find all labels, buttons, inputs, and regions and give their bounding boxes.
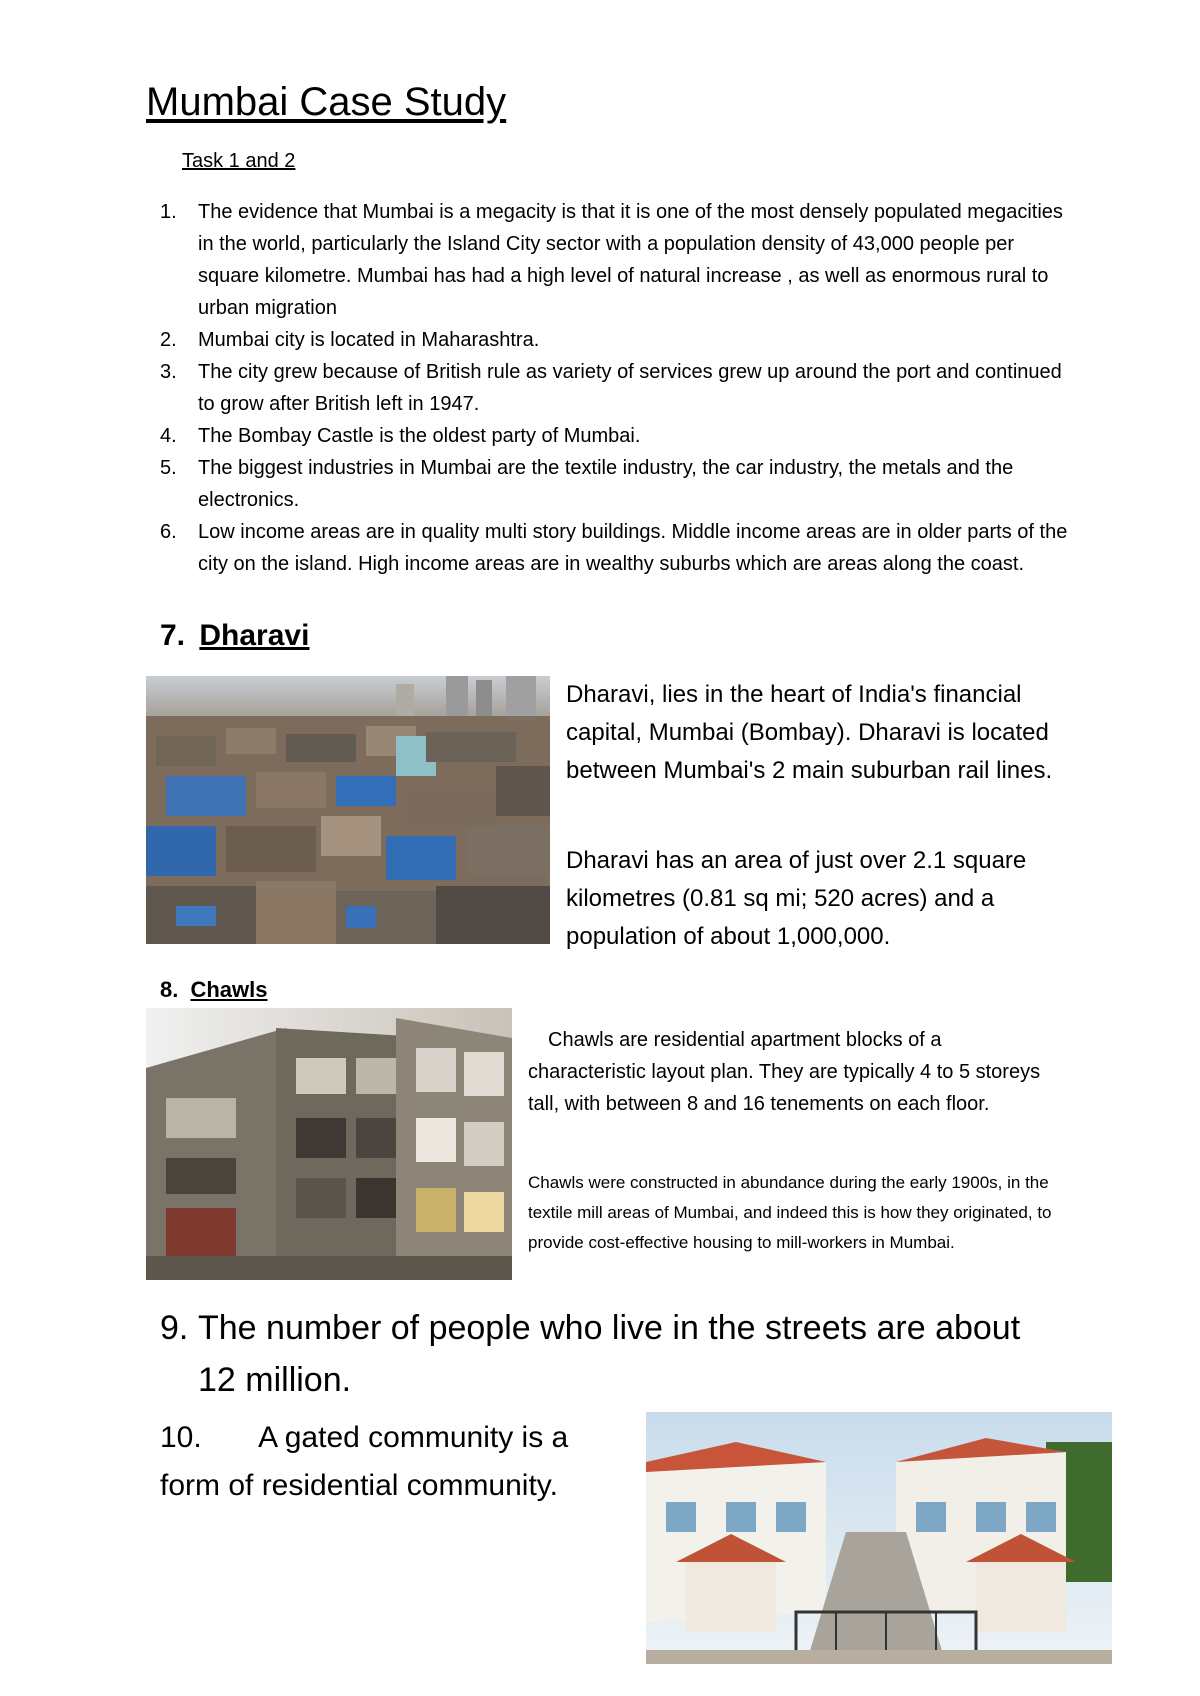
list-item [160, 420, 1070, 452]
list-item [160, 196, 1070, 324]
item-9 [160, 1302, 1040, 1406]
chawls-title: Chawls [190, 977, 268, 1002]
dharavi-title: Dharavi [199, 619, 310, 652]
list-item-number: 5. [160, 457, 177, 479]
chawls-photo [146, 1008, 512, 1280]
item-10 [160, 1414, 620, 1510]
gated-community-photo [646, 1412, 1112, 1664]
list-item [160, 324, 1070, 356]
dharavi-photo [146, 676, 550, 944]
list-item-number: 3. [160, 361, 177, 383]
chawls-paragraph-1: Chawls are residential apartment blocks of a characteristic layout plan. They are typically 4 to 5 storeys tall, with between 8 and 16 tenements on each floor. [528, 1029, 1041, 1115]
list-item-number: 1. [160, 201, 177, 223]
list-item [160, 356, 1070, 420]
item-9-number: 9. [160, 1309, 189, 1347]
list-item-text: The city grew because of British rule as variety of services grew up around the port and continued to grow after British left in 1947. [198, 361, 1062, 415]
dharavi-paragraph-2: Dharavi has an area of just over 2.1 square kilometres (0.81 sq mi; 520 acres) and a population of about 1,000,000. [566, 847, 1027, 950]
list-item [160, 516, 1070, 580]
numbered-list [160, 196, 1070, 580]
dharavi-paragraph-1: Dharavi, lies in the heart of India's financial capital, Mumbai (Bombay). Dharavi is located between Mumbai's 2 main suburban rail lines. [566, 681, 1053, 784]
list-item-number: 4. [160, 425, 177, 447]
list-item [160, 452, 1070, 516]
page-title: Mumbai Case Study [146, 80, 507, 124]
dharavi-number: 7. [160, 619, 186, 652]
list-item-number: 2. [160, 329, 177, 351]
list-item-text: Low income areas are in quality multi story buildings. Middle income areas are in older parts of the city on the island. High income areas are in wealthy suburbs which are areas along the coast. [198, 521, 1068, 575]
item-10-text: A gated community is a form of residential community. [160, 1421, 569, 1502]
dharavi-heading [160, 618, 309, 654]
chawls-heading [160, 976, 268, 1004]
list-item-number: 6. [160, 521, 177, 543]
list-item-text: The Bombay Castle is the oldest party of Mumbai. [198, 425, 641, 447]
chawls-paragraph-2: Chawls were constructed in abundance during the early 1900s, in the textile mill areas of Mumbai, and indeed this is how they originated, to provide cost-effective housing to mill-workers in Mumbai. [528, 1173, 1052, 1252]
item-10-number: 10. [160, 1421, 202, 1454]
item-9-text: The number of people who live in the streets are about 12 million. [198, 1309, 1021, 1399]
list-item-text: The biggest industries in Mumbai are the textile industry, the car industry, the metals and the electronics. [198, 457, 1014, 511]
task-heading: Task 1 and 2 [182, 150, 296, 172]
chawls-number: 8. [160, 977, 179, 1002]
list-item-text: The evidence that Mumbai is a megacity is that it is one of the most densely populated megacities in the world, particularly the Island City sector with a population density of 43,000 people per square kilometre. Mumbai has had a high level of natural increase , as well as enormous rural to urban migration [198, 201, 1063, 319]
list-item-text: Mumbai city is located in Maharashtra. [198, 329, 540, 351]
